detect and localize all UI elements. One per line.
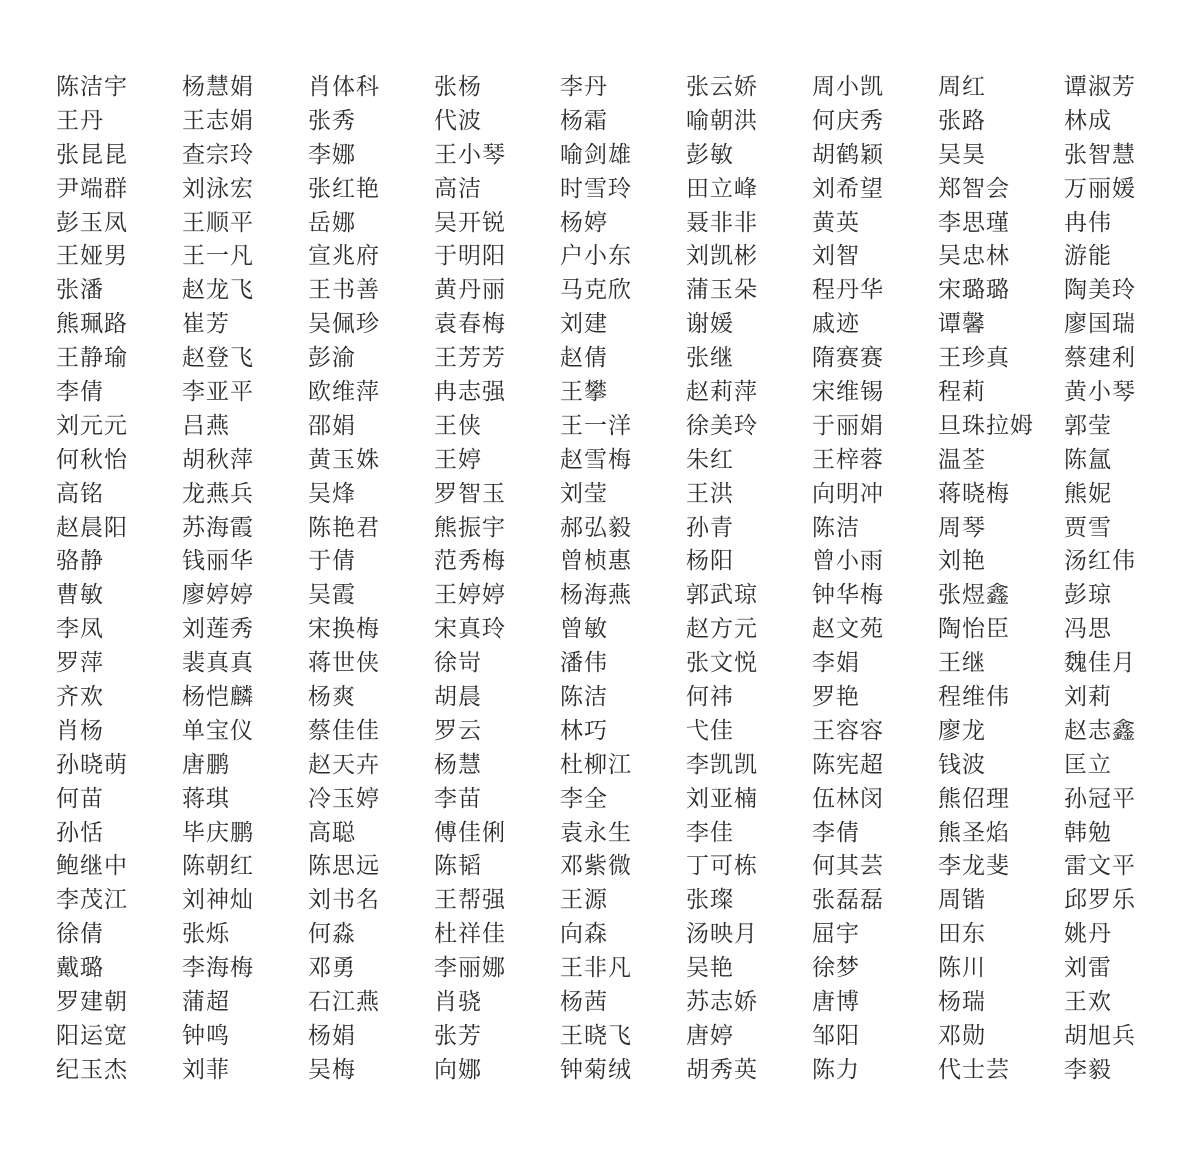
name-cell: 胡晨 <box>434 684 482 711</box>
name-cell: 傅佳俐 <box>434 819 506 846</box>
name-cell: 陈川 <box>938 955 986 982</box>
name-cell: 向明冲 <box>812 480 884 507</box>
name-cell: 林成 <box>1064 107 1112 134</box>
name-cell: 王欢 <box>1064 989 1112 1016</box>
name-cell: 王攀 <box>560 379 608 406</box>
name-cell: 赵文苑 <box>812 616 884 643</box>
name-cell: 程维伟 <box>938 684 1010 711</box>
name-cell: 苏志娇 <box>686 989 758 1016</box>
name-cell: 刘智 <box>812 243 860 270</box>
name-cell: 赵雪梅 <box>560 446 632 473</box>
name-cell: 周琴 <box>938 514 986 541</box>
name-cell: 王容容 <box>812 717 884 744</box>
name-cell: 喻朝洪 <box>686 107 758 134</box>
name-cell: 赵倩 <box>560 345 608 372</box>
name-cell: 陈洁宇 <box>56 74 128 100</box>
name-cell: 于丽娟 <box>812 412 884 439</box>
name-cell: 吴佩珍 <box>308 311 380 338</box>
name-cell: 陈宪超 <box>812 751 884 778</box>
name-cell: 王静瑜 <box>56 345 128 372</box>
name-cell: 何苗 <box>56 785 104 812</box>
name-cell: 张继 <box>686 345 734 372</box>
name-cell: 赵方元 <box>686 616 758 643</box>
name-cell: 张璨 <box>686 887 734 914</box>
name-cell: 周红 <box>938 74 986 100</box>
name-cell: 崔芳 <box>182 311 230 338</box>
name-cell: 王一洋 <box>560 412 632 439</box>
name-cell: 王侠 <box>434 412 482 439</box>
name-cell: 李亚平 <box>182 379 254 406</box>
name-cell: 陈韬 <box>434 853 482 880</box>
name-cell: 李毅 <box>1064 1056 1112 1083</box>
name-cell: 陈氲 <box>1064 446 1112 473</box>
name-cell: 苏海霞 <box>182 514 254 541</box>
name-cell: 李倩 <box>812 819 860 846</box>
name-cell: 匡立 <box>1064 751 1112 778</box>
name-cell: 赵莉萍 <box>686 379 758 406</box>
name-cell: 朱红 <box>686 446 734 473</box>
name-cell: 廖龙 <box>938 717 986 744</box>
name-cell: 曾桢惠 <box>560 548 632 575</box>
name-cell: 陶美玲 <box>1064 277 1136 304</box>
name-cell: 王小琴 <box>434 141 506 168</box>
name-cell: 裴真真 <box>182 650 254 677</box>
name-cell: 徐倩 <box>56 921 104 948</box>
name-cell: 王珍真 <box>938 345 1010 372</box>
name-cell: 吴艳 <box>686 955 734 982</box>
name-cell: 熊圣焰 <box>938 819 1010 846</box>
name-cell: 罗萍 <box>56 650 104 677</box>
name-cell: 蒋晓梅 <box>938 480 1010 507</box>
name-cell: 吴梅 <box>308 1056 356 1083</box>
name-cell: 吴忠林 <box>938 243 1010 270</box>
name-cell: 赵登飞 <box>182 345 254 372</box>
name-cell: 何其芸 <box>812 853 884 880</box>
name-cell: 张磊磊 <box>812 887 884 914</box>
name-cell: 黄英 <box>812 209 860 236</box>
name-cell: 肖杨 <box>56 717 104 744</box>
name-cell: 胡秀英 <box>686 1056 758 1083</box>
name-cell: 孙晓萌 <box>56 751 128 778</box>
name-cell: 范秀梅 <box>434 548 506 575</box>
name-cell: 蔡佳佳 <box>308 717 380 744</box>
name-cell: 单宝仪 <box>182 717 254 744</box>
name-cell: 代士芸 <box>938 1056 1010 1083</box>
name-cell: 张文悦 <box>686 650 758 677</box>
name-cell: 宣兆府 <box>308 243 380 270</box>
name-cell: 王洪 <box>686 480 734 507</box>
name-cell: 杨瑞 <box>938 989 986 1016</box>
name-cell: 陈艳君 <box>308 514 380 541</box>
name-cell: 王非凡 <box>560 955 632 982</box>
name-cell: 邓勇 <box>308 955 356 982</box>
name-cell: 杨霜 <box>560 107 608 134</box>
name-list-grid <box>56 71 1196 1088</box>
name-cell: 刘艳 <box>938 548 986 575</box>
name-cell: 张潘 <box>56 277 104 304</box>
name-cell: 刘莲秀 <box>182 616 254 643</box>
name-cell: 李茂江 <box>56 887 128 914</box>
name-cell: 王娅男 <box>56 243 128 270</box>
name-cell: 蒋琪 <box>182 785 230 812</box>
name-cell: 彭玉凤 <box>56 209 128 236</box>
name-cell: 汤映月 <box>686 921 758 948</box>
name-cell: 王继 <box>938 650 986 677</box>
name-cell: 袁春梅 <box>434 311 506 338</box>
name-cell: 杨婷 <box>560 209 608 236</box>
name-cell: 代波 <box>434 107 482 134</box>
name-cell: 谢媛 <box>686 311 734 338</box>
name-cell: 李娟 <box>812 650 860 677</box>
name-cell: 黄小琴 <box>1064 379 1136 406</box>
name-cell: 王梓蓉 <box>812 446 884 473</box>
name-cell: 何庆秀 <box>812 107 884 134</box>
name-cell: 谭馨 <box>938 311 986 338</box>
name-cell: 林巧 <box>560 717 608 744</box>
name-cell: 邹阳 <box>812 1022 860 1049</box>
name-cell: 钟鸣 <box>182 1022 230 1049</box>
name-cell: 曾小雨 <box>812 548 884 575</box>
name-cell: 彭渝 <box>308 345 356 372</box>
name-cell: 吴开锐 <box>434 209 506 236</box>
name-cell: 孙恬 <box>56 819 104 846</box>
name-cell: 刘莹 <box>560 480 608 507</box>
name-cell: 刘希望 <box>812 175 884 202</box>
name-cell: 王晓飞 <box>560 1022 632 1049</box>
name-cell: 张红艳 <box>308 175 380 202</box>
name-cell: 李佳 <box>686 819 734 846</box>
name-cell: 屈宇 <box>812 921 860 948</box>
name-cell: 宋璐璐 <box>938 277 1010 304</box>
name-cell: 游能 <box>1064 243 1112 270</box>
name-cell: 时雪玲 <box>560 175 632 202</box>
name-cell: 刘元元 <box>56 412 128 439</box>
name-cell: 王婷婷 <box>434 582 506 609</box>
name-cell: 纪玉杰 <box>56 1056 128 1083</box>
name-cell: 伍林闵 <box>812 785 884 812</box>
name-cell: 丁可栋 <box>686 853 758 880</box>
name-cell: 廖国瑞 <box>1064 311 1136 338</box>
name-cell: 陈思远 <box>308 853 380 880</box>
name-cell: 吴霞 <box>308 582 356 609</box>
name-cell: 李娜 <box>308 141 356 168</box>
name-cell: 肖骁 <box>434 989 482 1016</box>
name-cell: 贾雪 <box>1064 514 1112 541</box>
name-cell: 聂非非 <box>686 209 758 236</box>
name-cell: 杨爽 <box>308 684 356 711</box>
name-cell: 胡秋萍 <box>182 446 254 473</box>
name-cell: 罗建朝 <box>56 989 128 1016</box>
name-cell: 钱丽华 <box>182 548 254 575</box>
name-cell: 肖体科 <box>308 74 380 100</box>
name-cell: 何淼 <box>308 921 356 948</box>
name-cell: 张路 <box>938 107 986 134</box>
name-cell: 杨恺麟 <box>182 684 254 711</box>
name-cell: 谭淑芳 <box>1064 74 1136 100</box>
name-cell: 刘建 <box>560 311 608 338</box>
name-cell: 高铭 <box>56 480 104 507</box>
name-cell: 李苗 <box>434 785 482 812</box>
name-cell: 李全 <box>560 785 608 812</box>
name-cell: 杜祥佳 <box>434 921 506 948</box>
name-cell: 冉志强 <box>434 379 506 406</box>
name-cell: 胡鹤颖 <box>812 141 884 168</box>
name-cell: 向森 <box>560 921 608 948</box>
name-cell: 唐鹏 <box>182 751 230 778</box>
name-cell: 罗艳 <box>812 684 860 711</box>
name-cell: 潘伟 <box>560 650 608 677</box>
name-cell: 喻剑雄 <box>560 141 632 168</box>
name-cell: 戚迹 <box>812 311 860 338</box>
name-cell: 杨慧 <box>434 751 482 778</box>
name-cell: 温荃 <box>938 446 986 473</box>
name-cell: 罗云 <box>434 717 482 744</box>
name-cell: 户小东 <box>560 243 632 270</box>
name-cell: 周小凯 <box>812 74 884 100</box>
name-cell: 赵天卉 <box>308 751 380 778</box>
name-cell: 阳运宽 <box>56 1022 128 1049</box>
name-cell: 张昆昆 <box>56 141 128 168</box>
name-cell: 杨茜 <box>560 989 608 1016</box>
name-cell: 钱波 <box>938 751 986 778</box>
name-cell: 吴烽 <box>308 480 356 507</box>
name-cell: 孙冠平 <box>1064 785 1136 812</box>
name-cell: 孙青 <box>686 514 734 541</box>
name-cell: 刘凯彬 <box>686 243 758 270</box>
name-cell: 郑智会 <box>938 175 1010 202</box>
name-cell: 李凯凯 <box>686 751 758 778</box>
name-cell: 程丹华 <box>812 277 884 304</box>
name-cell: 齐欢 <box>56 684 104 711</box>
name-cell: 袁永生 <box>560 819 632 846</box>
name-cell: 刘书名 <box>308 887 380 914</box>
name-cell: 蒋世侠 <box>308 650 380 677</box>
name-cell: 高洁 <box>434 175 482 202</box>
name-cell: 熊珮路 <box>56 311 128 338</box>
name-cell: 毕庆鹏 <box>182 819 254 846</box>
name-cell: 张杨 <box>434 74 482 100</box>
name-cell: 高聪 <box>308 819 356 846</box>
name-cell: 钟菊绒 <box>560 1056 632 1083</box>
name-cell: 熊振宇 <box>434 514 506 541</box>
name-cell: 陈力 <box>812 1056 860 1083</box>
name-cell: 旦珠拉姆 <box>938 412 1034 439</box>
name-cell: 杨娟 <box>308 1022 356 1049</box>
name-cell: 向娜 <box>434 1056 482 1083</box>
name-cell: 于明阳 <box>434 243 506 270</box>
name-cell: 王顺平 <box>182 209 254 236</box>
name-cell: 曹敏 <box>56 582 104 609</box>
name-cell: 查宗玲 <box>182 141 254 168</box>
name-cell: 石江燕 <box>308 989 380 1016</box>
name-cell: 岳娜 <box>308 209 356 236</box>
name-cell: 宋换梅 <box>308 616 380 643</box>
name-cell: 李倩 <box>56 379 104 406</box>
name-cell: 蒲玉朵 <box>686 277 758 304</box>
name-cell: 张烁 <box>182 921 230 948</box>
name-cell: 杨慧娟 <box>182 74 254 100</box>
name-cell: 邱罗乐 <box>1064 887 1136 914</box>
name-cell: 龙燕兵 <box>182 480 254 507</box>
name-cell: 彭敏 <box>686 141 734 168</box>
name-cell: 熊妮 <box>1064 480 1112 507</box>
name-cell: 冷玉婷 <box>308 785 380 812</box>
name-cell: 赵龙飞 <box>182 277 254 304</box>
name-cell: 张智慧 <box>1064 141 1136 168</box>
name-cell: 冉伟 <box>1064 209 1112 236</box>
name-cell: 姚丹 <box>1064 921 1112 948</box>
name-cell: 李丹 <box>560 74 608 100</box>
name-cell: 王志娟 <box>182 107 254 134</box>
name-cell: 王书善 <box>308 277 380 304</box>
name-cell: 刘莉 <box>1064 684 1112 711</box>
name-cell: 弋佳 <box>686 717 734 744</box>
name-cell: 吴昊 <box>938 141 986 168</box>
name-cell: 雷文平 <box>1064 853 1136 880</box>
name-cell: 马克欣 <box>560 277 632 304</box>
name-cell: 于倩 <box>308 548 356 575</box>
name-cell: 蒲超 <box>182 989 230 1016</box>
name-cell: 刘神灿 <box>182 887 254 914</box>
name-cell: 李海梅 <box>182 955 254 982</box>
name-cell: 唐博 <box>812 989 860 1016</box>
name-cell: 邵娟 <box>308 412 356 439</box>
name-cell: 杜柳江 <box>560 751 632 778</box>
name-cell: 万丽媛 <box>1064 175 1136 202</box>
name-cell: 宋维锡 <box>812 379 884 406</box>
name-cell: 陈洁 <box>812 514 860 541</box>
name-cell: 鲍继中 <box>56 853 128 880</box>
name-cell: 杨海燕 <box>560 582 632 609</box>
name-cell: 冯思 <box>1064 616 1112 643</box>
name-cell: 韩勉 <box>1064 819 1112 846</box>
name-cell: 钟华梅 <box>812 582 884 609</box>
name-cell: 徐岢 <box>434 650 482 677</box>
name-cell: 李龙斐 <box>938 853 1010 880</box>
name-cell: 黄丹丽 <box>434 277 506 304</box>
name-cell: 郭莹 <box>1064 412 1112 439</box>
name-cell: 唐婷 <box>686 1022 734 1049</box>
name-cell: 廖婷婷 <box>182 582 254 609</box>
name-cell: 李思瑾 <box>938 209 1010 236</box>
name-cell: 陈洁 <box>560 684 608 711</box>
name-cell: 刘菲 <box>182 1056 230 1083</box>
name-cell: 陶怡臣 <box>938 616 1010 643</box>
name-cell: 戴璐 <box>56 955 104 982</box>
name-cell: 郭武琼 <box>686 582 758 609</box>
name-cell: 熊佋理 <box>938 785 1010 812</box>
name-cell: 吕燕 <box>182 412 230 439</box>
name-cell: 王芳芳 <box>434 345 506 372</box>
name-cell: 刘泳宏 <box>182 175 254 202</box>
name-cell: 王丹 <box>56 107 104 134</box>
name-cell: 邓勋 <box>938 1022 986 1049</box>
name-cell: 张云娇 <box>686 74 758 100</box>
name-cell: 尹端群 <box>56 175 128 202</box>
name-cell: 隋赛赛 <box>812 345 884 372</box>
name-cell: 汤红伟 <box>1064 548 1136 575</box>
name-cell: 王婷 <box>434 446 482 473</box>
name-cell: 刘雷 <box>1064 955 1112 982</box>
name-cell: 黄玉姝 <box>308 446 380 473</box>
name-cell: 欧维萍 <box>308 379 380 406</box>
name-cell: 蔡建利 <box>1064 345 1136 372</box>
name-cell: 徐美玲 <box>686 412 758 439</box>
name-cell: 罗智玉 <box>434 480 506 507</box>
name-cell: 何秋怡 <box>56 446 128 473</box>
name-cell: 杨阳 <box>686 548 734 575</box>
name-cell: 赵晨阳 <box>56 514 128 541</box>
name-cell: 田东 <box>938 921 986 948</box>
name-cell: 曾敏 <box>560 616 608 643</box>
name-cell: 王源 <box>560 887 608 914</box>
name-cell: 周锴 <box>938 887 986 914</box>
name-cell: 胡旭兵 <box>1064 1022 1136 1049</box>
name-cell: 张煜鑫 <box>938 582 1010 609</box>
name-cell: 魏佳月 <box>1064 650 1136 677</box>
name-cell: 程莉 <box>938 379 986 406</box>
name-cell: 李凤 <box>56 616 104 643</box>
name-cell: 骆静 <box>56 548 104 575</box>
name-cell: 张秀 <box>308 107 356 134</box>
name-cell: 郝弘毅 <box>560 514 632 541</box>
name-cell: 李丽娜 <box>434 955 506 982</box>
name-cell: 宋真玲 <box>434 616 506 643</box>
name-cell: 邓紫微 <box>560 853 632 880</box>
name-cell: 彭琼 <box>1064 582 1112 609</box>
name-cell: 张芳 <box>434 1022 482 1049</box>
name-cell: 陈朝红 <box>182 853 254 880</box>
name-cell: 赵志鑫 <box>1064 717 1136 744</box>
name-cell: 王一凡 <box>182 243 254 270</box>
name-cell: 王帮强 <box>434 887 506 914</box>
name-cell: 刘亚楠 <box>686 785 758 812</box>
name-cell: 徐梦 <box>812 955 860 982</box>
name-cell: 何祎 <box>686 684 734 711</box>
name-cell: 田立峰 <box>686 175 758 202</box>
